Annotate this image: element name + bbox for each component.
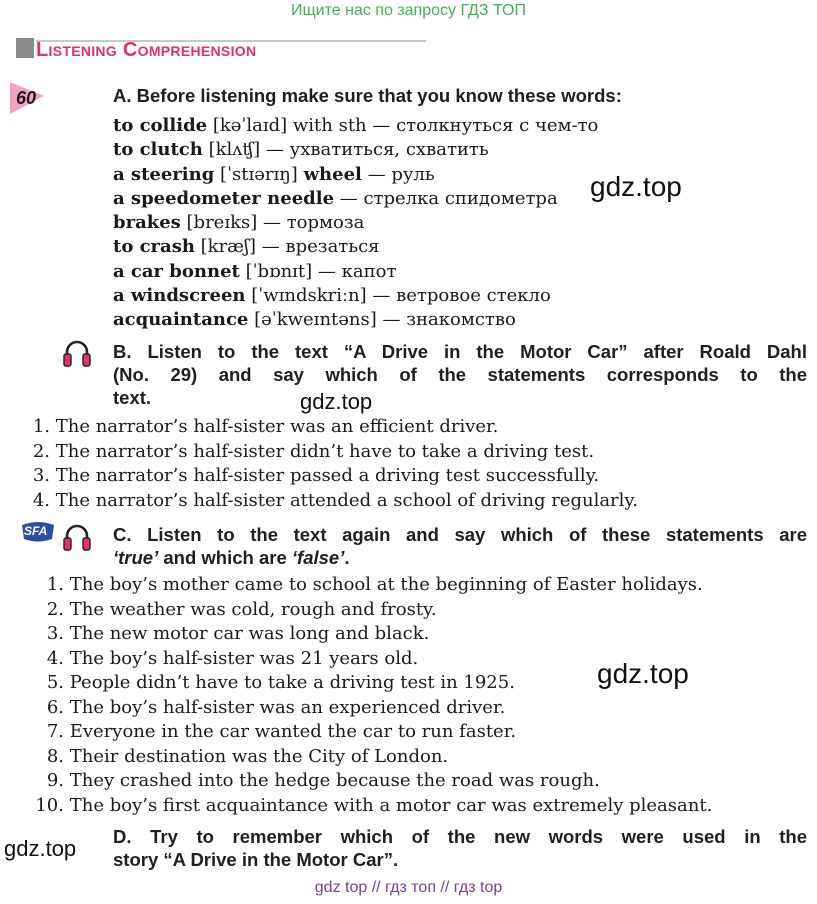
task-c-heading: C. Listen to the text again and say which of these statements are ‘true’ and which are ‘false’. — [113, 524, 807, 568]
list-item: 2. The weather was cold, rough and frosty. — [46, 598, 437, 620]
vocab-item: acquaintance [əˈkweɪntəns] — знакомство — [113, 309, 516, 331]
vocab-item: to clutch [klʌʧ] — ухватиться, схватить — [113, 139, 489, 161]
list-item: 4. The narrator’s half-sister attended a school of driving regularly. — [32, 489, 638, 511]
watermark: gdz.top — [590, 171, 682, 202]
list-item: 6. The boy’s half-sister was an experienced driver. — [46, 696, 506, 718]
watermark: gdz.top — [300, 389, 373, 414]
sfa-badge-icon — [20, 521, 56, 547]
list-item: 3. The new motor car was long and black. — [46, 623, 430, 644]
list-item: 2. The narrator’s half-sister didn’t have to take a driving test. — [32, 440, 595, 462]
page-number-badge — [10, 82, 44, 114]
heading-marker — [16, 38, 34, 58]
sfa-label: SFA — [24, 524, 48, 538]
task-a-heading: A. Before listening make sure that you know these words: — [113, 85, 622, 106]
watermark: gdz.top — [4, 836, 77, 861]
top-banner: Ищите нас по запросу ГДЗ ТОП — [291, 2, 526, 19]
headphones-icon — [62, 338, 92, 372]
watermark: gdz.top — [597, 658, 689, 689]
footer-link[interactable]: gdz top // гдз топ // гдз top — [314, 879, 503, 896]
vocab-item: a windscreen [ˈwɪndskriːn] — ветровое стекло — [113, 285, 551, 307]
list-item: 9. They crashed into the hedge because the road was rough. — [46, 770, 600, 791]
list-item: 1. The narrator’s half-sister was an efficient driver. — [32, 416, 499, 437]
task-d-heading: D. Try to remember which of the new words were used in the story “A Drive in the Motor Car”. — [113, 826, 807, 870]
vocab-item: a car bonnet [ˈbɒnɪt] — капот — [113, 260, 397, 282]
list-item: 4. The boy’s half-sister was 21 years old. — [46, 647, 419, 669]
page-number: 60 — [16, 88, 37, 108]
list-item: 8. Their destination was the City of London. — [46, 745, 449, 767]
vocab-item: a speedometer needle — стрелка спидометра — [113, 187, 558, 209]
list-item: 7. Everyone in the car wanted the car to run faster. — [46, 721, 517, 742]
vocab-item: to crash [kræʃ] — врезаться — [113, 236, 380, 258]
vocab-item: brakes [breɪks] — тормоза — [113, 212, 365, 234]
task-b-list — [24, 415, 638, 513]
vocab-item: a steering [ˈstɪərɪŋ] wheel — руль — [113, 163, 435, 185]
headphones-icon — [62, 522, 92, 556]
list-item: 5. People didn’t have to take a driving test in 1925. — [46, 672, 515, 693]
list-item: 1. The boy’s mother came to school at the beginning of Easter holidays. — [46, 574, 703, 595]
section-title: Listening Comprehension — [36, 39, 257, 61]
list-item: 3. The narrator’s half-sister passed a driving test successfully. — [32, 465, 600, 486]
vocabulary-list — [113, 114, 598, 333]
task-b-heading: B. Listen to the text “A Drive in the Motor Car” after Roald Dahl (No. 29) and say which of the statements corresponds to the text. — [113, 341, 807, 408]
task-c-list — [24, 573, 712, 818]
vocab-item: to collide [kəˈlaɪd] with sth — столкнуться с чем-то — [113, 115, 599, 136]
list-item: 10. The boy’s first acquaintance with a motor car was extremely pleasant. — [35, 794, 713, 816]
